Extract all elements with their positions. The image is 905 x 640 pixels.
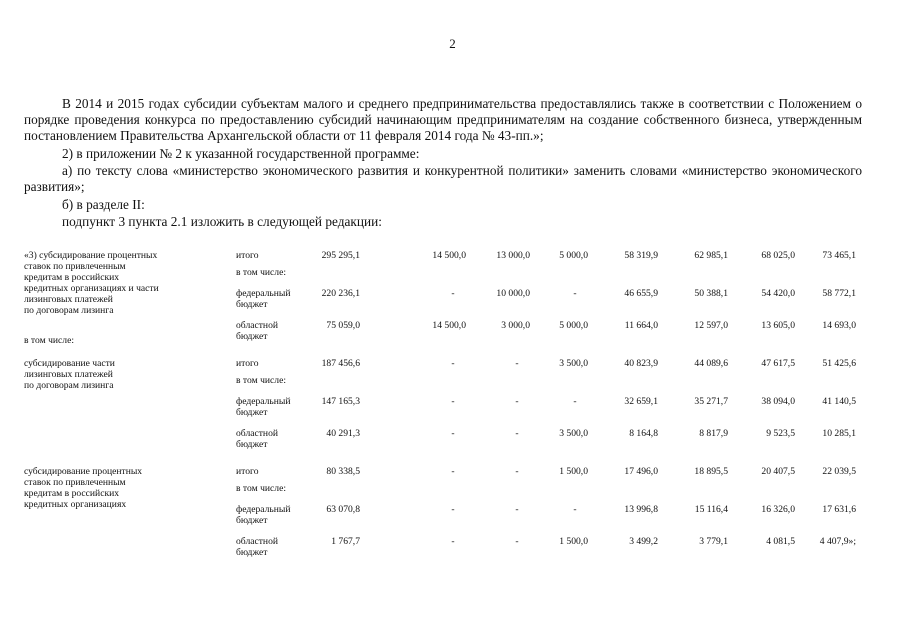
- description-line: кредитных организациях и части: [24, 283, 159, 294]
- row-label-line: бюджет: [236, 331, 268, 342]
- table-cell: 38 094,0: [761, 396, 795, 407]
- table-cell: 75 059,0: [326, 320, 360, 331]
- row-label-line: бюджет: [236, 547, 268, 558]
- table-cell: -: [451, 288, 455, 299]
- table-cell: -: [451, 358, 455, 369]
- table-cell: 10 285,1: [822, 428, 856, 439]
- table-cell: -: [451, 536, 455, 547]
- table-cell: 73 465,1: [822, 250, 856, 261]
- table-cell: 11 664,0: [624, 320, 658, 331]
- table-cell: 17 631,6: [822, 504, 856, 515]
- row-label-line: федеральный: [236, 504, 291, 515]
- row-label: в том числе:: [236, 483, 287, 494]
- table-cell: -: [515, 428, 519, 439]
- description-line: ставок по привлеченным: [24, 261, 126, 272]
- table-cell: 80 338,5: [326, 466, 360, 477]
- table-cell: 41 140,5: [822, 396, 856, 407]
- row-label: [236, 504, 291, 526]
- table-cell: 8 164,8: [629, 428, 658, 439]
- table-cell: 147 165,3: [321, 396, 360, 407]
- section-description: [24, 250, 204, 316]
- table-cell: 3 779,1: [699, 536, 728, 547]
- description-line: ставок по привлеченным: [24, 477, 126, 488]
- table-cell: 51 425,6: [822, 358, 856, 369]
- table-cell: 3 000,0: [501, 320, 530, 331]
- table-cell: 62 985,1: [694, 250, 728, 261]
- table-cell: -: [573, 396, 577, 407]
- description-line: лизинговых платежей: [24, 369, 113, 380]
- table-cell: 47 617,5: [761, 358, 795, 369]
- table-cell: 14 693,0: [822, 320, 856, 331]
- row-label: в том числе:: [236, 375, 287, 386]
- table-cell: -: [451, 428, 455, 439]
- table-cell: 50 388,1: [694, 288, 728, 299]
- row-label-line: бюджет: [236, 407, 268, 418]
- row-label: [236, 428, 278, 450]
- row-label-line: бюджет: [236, 515, 268, 526]
- table-cell: 4 081,5: [766, 536, 795, 547]
- table-cell: 10 000,0: [496, 288, 530, 299]
- row-label: итого: [236, 358, 259, 369]
- table-cell: 5 000,0: [559, 250, 588, 261]
- row-label-line: бюджет: [236, 439, 268, 450]
- description-line: субсидирование процентных: [24, 466, 143, 477]
- row-label: итого: [236, 466, 259, 477]
- table-cell: 3 500,0: [559, 428, 588, 439]
- table-cell: 18 895,5: [694, 466, 728, 477]
- table-cell: 13 000,0: [496, 250, 530, 261]
- row-label: [236, 396, 291, 418]
- table-cell: 40 823,9: [624, 358, 658, 369]
- table-cell: 1 500,0: [559, 466, 588, 477]
- table-cell: 15 116,4: [694, 504, 728, 515]
- description-line: по договорам лизинга: [24, 305, 114, 316]
- table-cell: 46 655,9: [624, 288, 658, 299]
- table-cell: -: [573, 504, 577, 515]
- row-label: итого: [236, 250, 259, 261]
- description-line: по договорам лизинга: [24, 380, 114, 391]
- description-line: лизинговых платежей: [24, 294, 113, 305]
- table-cell: 20 407,5: [761, 466, 795, 477]
- table-cell: -: [573, 288, 577, 299]
- item-2-line: 2) в приложении № 2 к указанной государственной программе:: [62, 146, 420, 161]
- table-cell: -: [515, 396, 519, 407]
- table-cell: 8 817,9: [699, 428, 728, 439]
- table-cell: 14 500,0: [432, 250, 466, 261]
- description-line: «3) субсидирование процентных: [24, 250, 158, 261]
- table-cell: -: [515, 358, 519, 369]
- table-cell: 220 236,1: [321, 288, 360, 299]
- table-cell: -: [515, 504, 519, 515]
- table-cell: 22 039,5: [822, 466, 856, 477]
- item-b-line: б) в разделе II:: [62, 197, 145, 212]
- description-line: субсидирование части: [24, 358, 115, 369]
- table-cell: 63 070,8: [326, 504, 360, 515]
- description-line: кредитам в российских: [24, 272, 120, 283]
- table-cell: 3 500,0: [559, 358, 588, 369]
- table-cell: 17 496,0: [624, 466, 658, 477]
- table-cell: 58 319,9: [624, 250, 658, 261]
- row-label: [236, 320, 278, 342]
- table-cell: -: [451, 396, 455, 407]
- item-a-paragraph: а) по тексту слова «министерство экономического развития и конкурентной политики» заменить словами «министерство экономического развития»;: [24, 163, 862, 194]
- table-cell: -: [515, 466, 519, 477]
- table-cell: 54 420,0: [761, 288, 795, 299]
- section-description: [24, 466, 204, 510]
- row-label: в том числе:: [236, 267, 287, 278]
- description-in-that-number: в том числе:: [24, 335, 75, 346]
- table-cell: 13 996,8: [624, 504, 658, 515]
- row-label: [236, 536, 278, 558]
- table-cell: 1 500,0: [559, 536, 588, 547]
- table-cell: 3 499,2: [629, 536, 658, 547]
- table-cell: 44 089,6: [694, 358, 728, 369]
- row-label-line: областной: [236, 428, 279, 439]
- table-cell: -: [451, 504, 455, 515]
- table-cell: 13 605,0: [761, 320, 795, 331]
- table-cell: -: [515, 536, 519, 547]
- row-label-line: бюджет: [236, 299, 268, 310]
- page-number: 2: [449, 36, 456, 51]
- table-cell: 58 772,1: [822, 288, 856, 299]
- table-cell: 9 523,5: [766, 428, 795, 439]
- description-line: кредитных организациях: [24, 499, 127, 510]
- row-label-line: федеральный: [236, 396, 291, 407]
- item-sub-line: подпункт 3 пункта 2.1 изложить в следующей редакции:: [62, 214, 382, 229]
- row-label-line: областной: [236, 320, 279, 331]
- intro-paragraph: В 2014 и 2015 годах субсидии субъектам малого и среднего предпринимательства предоставлялись также в соответствии с Положением о порядке проведения конкурса по предоставлению субсидий начинающим предпринимателям на создание собственного бизнеса, утвержденным постановлением Правительства Архангельской области от 11 февраля 2014 года № 43-пп.»;: [24, 96, 862, 143]
- table-cell: 32 659,1: [624, 396, 658, 407]
- table-cell: 1 767,7: [331, 536, 360, 547]
- table-cell: 68 025,0: [761, 250, 795, 261]
- table-cell: 4 407,9»;: [819, 536, 856, 547]
- section-description: [24, 358, 204, 391]
- table-cell: 14 500,0: [432, 320, 466, 331]
- row-label-line: областной: [236, 536, 279, 547]
- table-cell: 35 271,7: [694, 396, 728, 407]
- table-cell: 295 295,1: [321, 250, 360, 261]
- description-line: кредитам в российских: [24, 488, 120, 499]
- table-cell: 40 291,3: [326, 428, 360, 439]
- row-label-line: федеральный: [236, 288, 291, 299]
- table-cell: 12 597,0: [694, 320, 728, 331]
- table-cell: 16 326,0: [761, 504, 795, 515]
- table-cell: 5 000,0: [559, 320, 588, 331]
- table-cell: 187 456,6: [321, 358, 360, 369]
- table-cell: -: [451, 466, 455, 477]
- row-label: [236, 288, 291, 310]
